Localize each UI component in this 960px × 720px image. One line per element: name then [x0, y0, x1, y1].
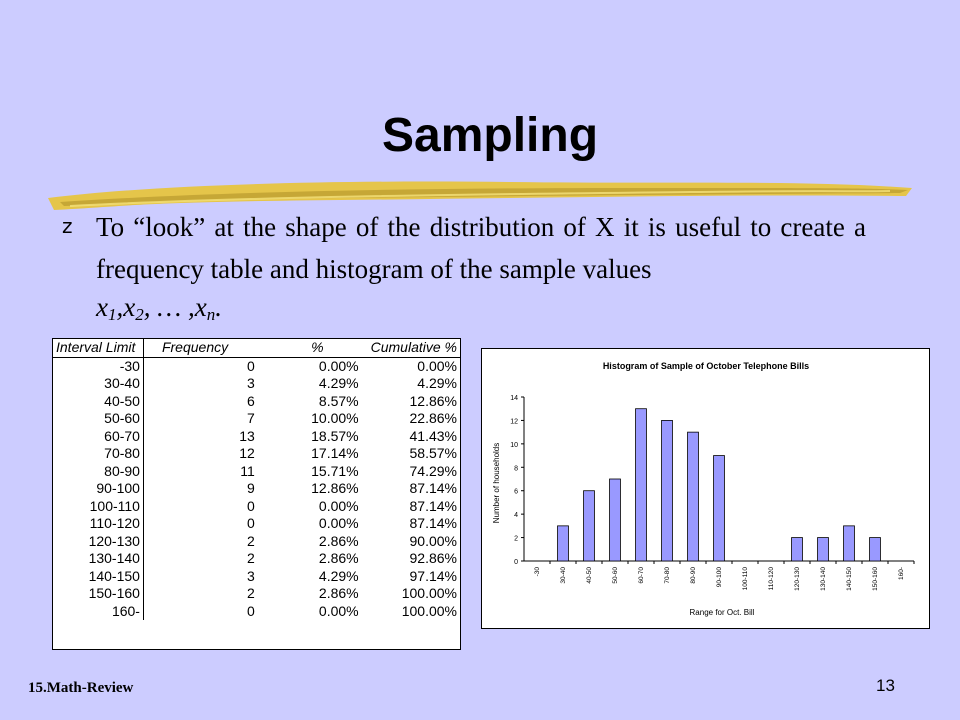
table-row: [53, 393, 460, 411]
table-row: [53, 480, 460, 498]
cell-percent: 0.00%: [318, 515, 359, 532]
cell-interval-limit: 60-70: [53, 428, 143, 446]
cell-percent: 12.86%: [311, 480, 359, 497]
cell-percent: 0.00%: [318, 602, 359, 619]
cell-cumulative-percent: 97.14%: [409, 567, 457, 584]
table-header-row: [53, 339, 460, 357]
cell-frequency: 0: [247, 515, 255, 532]
frequency-table: [52, 338, 461, 650]
histogram-bar: [688, 432, 699, 561]
sample-sep: ,: [116, 292, 124, 322]
cell-percent: 2.86%: [318, 585, 359, 602]
cell-cumulative-percent: 22.86%: [409, 410, 457, 427]
cell-percent: 15.71%: [311, 462, 359, 479]
histogram-bar: [636, 409, 647, 561]
chart-y-axis-label: Number of households: [492, 442, 501, 524]
sample-x: x: [96, 292, 108, 322]
page-number: 13: [876, 676, 895, 695]
cell-cumulative-percent: 100.00%: [401, 602, 457, 619]
x-tick-label: 90-100: [716, 567, 723, 588]
sample-sub-2: 2: [135, 305, 144, 324]
y-tick-label: 2: [514, 535, 518, 543]
cell-percent: 0.00%: [318, 497, 359, 514]
cell-interval-limit: 150-160: [53, 585, 143, 603]
y-tick-label: 10: [510, 441, 518, 449]
histogram-bar: [584, 491, 595, 561]
cell-frequency: 2: [247, 550, 255, 567]
cell-interval-limit: 120-130: [53, 533, 143, 551]
y-tick-label: 8: [514, 465, 518, 473]
cell-cumulative-percent: 74.29%: [409, 462, 457, 479]
cell-interval-limit: 50-60: [53, 410, 143, 428]
cell-frequency: 3: [247, 567, 255, 584]
cell-percent: 4.29%: [318, 567, 359, 584]
cell-percent: 18.57%: [311, 427, 359, 444]
cell-frequency: 3: [247, 375, 255, 392]
cell-percent: 8.57%: [318, 392, 359, 409]
cell-percent: 17.14%: [311, 445, 359, 462]
cell-frequency: 7: [247, 410, 255, 427]
y-tick-label: 14: [510, 395, 518, 402]
cell-interval-limit: 100-110: [53, 498, 143, 516]
table-row: [53, 533, 460, 551]
cell-interval-limit: 140-150: [53, 568, 143, 586]
header-cumulative-percent: Cumulative %: [362, 339, 460, 357]
cell-percent: 10.00%: [311, 410, 359, 427]
cell-cumulative-percent: 87.14%: [409, 497, 457, 514]
chart-title: Histogram of Sample of October Telephone Bills: [602, 361, 810, 371]
cell-percent: 0.00%: [318, 357, 359, 374]
sample-ellipsis: , … ,: [143, 292, 195, 322]
sample-x: x: [194, 292, 207, 322]
sample-sub-1: 1: [107, 305, 117, 324]
y-tick-label: 4: [514, 512, 518, 520]
bullet-paragraph: To “look” at the shape of the distribution of X it is useful to create a frequency table and histogram of the sample values: [96, 212, 866, 284]
cell-percent: 2.86%: [318, 532, 359, 549]
cell-interval-limit: 40-50: [53, 393, 143, 411]
histogram-svg: [482, 349, 929, 628]
table-row: [53, 515, 460, 533]
histogram-bar: [870, 538, 881, 561]
cell-cumulative-percent: 100.00%: [401, 585, 457, 602]
cell-interval-limit: 70-80: [53, 445, 143, 463]
header-frequency: Frequency: [143, 339, 257, 357]
histogram-chart: [481, 348, 930, 629]
cell-interval-limit: 80-90: [53, 463, 143, 481]
table-row: [53, 550, 460, 568]
x-tick-label: 70-80: [664, 567, 671, 584]
y-tick-label: 12: [510, 418, 518, 426]
cell-interval-limit: 160-: [53, 603, 143, 621]
cell-cumulative-percent: 90.00%: [409, 532, 457, 549]
cell-interval-limit: -30: [53, 357, 143, 375]
cell-cumulative-percent: 41.43%: [409, 427, 457, 444]
cell-cumulative-percent: 4.29%: [417, 375, 457, 392]
cell-frequency: 6: [247, 392, 255, 409]
cell-cumulative-percent: 58.57%: [409, 445, 457, 462]
x-tick-label: 50-60: [612, 567, 619, 584]
cell-interval-limit: 90-100: [53, 480, 143, 498]
header-percent: %: [258, 339, 362, 357]
histogram-bar: [818, 538, 829, 561]
cell-percent: 2.86%: [318, 550, 359, 567]
cell-interval-limit: 110-120: [53, 515, 143, 533]
cell-frequency: 2: [247, 585, 255, 602]
cell-frequency: 2: [247, 532, 255, 549]
cell-cumulative-percent: 87.14%: [409, 515, 457, 532]
x-tick-label: 130-140: [820, 567, 827, 591]
cell-interval-limit: 130-140: [53, 550, 143, 568]
x-tick-label: 60-70: [638, 567, 645, 584]
x-tick-label: 80-90: [690, 567, 697, 584]
cell-cumulative-percent: 87.14%: [409, 480, 457, 497]
cell-frequency: 0: [247, 497, 255, 514]
histogram-bar: [558, 526, 569, 561]
cell-cumulative-percent: 0.00%: [417, 357, 457, 374]
y-tick-label: 0: [514, 559, 518, 566]
z-bullet-icon: z: [62, 214, 73, 238]
chart-x-axis-label: Range for Oct. Bill: [689, 608, 755, 617]
histogram-bar: [844, 526, 855, 561]
x-tick-label: -30: [534, 567, 541, 577]
table-row: [53, 375, 460, 393]
cell-frequency: 13: [239, 427, 255, 444]
histogram-bar: [714, 456, 725, 561]
x-tick-label: 160-: [898, 567, 905, 581]
table-row: [53, 357, 460, 375]
x-tick-label: 30-40: [560, 567, 567, 584]
cell-frequency: 11: [240, 462, 255, 479]
sample-end: .: [215, 292, 222, 322]
cell-cumulative-percent: 12.86%: [409, 392, 457, 409]
table-row: [53, 568, 460, 586]
x-tick-label: 40-50: [586, 567, 593, 584]
x-tick-label: 140-150: [846, 567, 853, 591]
table-body: [53, 357, 460, 620]
y-tick-label: 6: [514, 488, 518, 496]
x-tick-label: 110-120: [768, 567, 775, 591]
cell-frequency: 0: [247, 602, 255, 619]
cell-frequency: 12: [239, 445, 255, 462]
x-tick-label: 100-110: [742, 567, 749, 591]
sample-values: [96, 292, 222, 325]
table-row: [53, 445, 460, 463]
table-row: [53, 463, 460, 481]
footer-course-label: 15.Math-Review: [28, 680, 134, 696]
table-row: [53, 603, 460, 621]
sample-sub-n: n: [206, 305, 216, 324]
cell-frequency: 0: [247, 357, 255, 374]
table-row: [53, 498, 460, 516]
histogram-bar: [610, 479, 621, 561]
x-tick-label: 150-160: [872, 567, 879, 591]
cell-frequency: 9: [247, 480, 255, 497]
histogram-bar: [662, 420, 673, 561]
slide-title: Sampling: [381, 109, 599, 162]
table-row: [53, 428, 460, 446]
cell-cumulative-percent: 92.86%: [409, 550, 457, 567]
x-tick-label: 120-130: [794, 567, 801, 591]
table-row: [53, 585, 460, 603]
cell-percent: 4.29%: [318, 375, 359, 392]
sample-x: x: [123, 292, 136, 322]
histogram-bar: [792, 538, 803, 561]
header-interval-limit: Interval Limit: [53, 339, 143, 357]
table-row: [53, 410, 460, 428]
cell-interval-limit: 30-40: [53, 375, 143, 393]
